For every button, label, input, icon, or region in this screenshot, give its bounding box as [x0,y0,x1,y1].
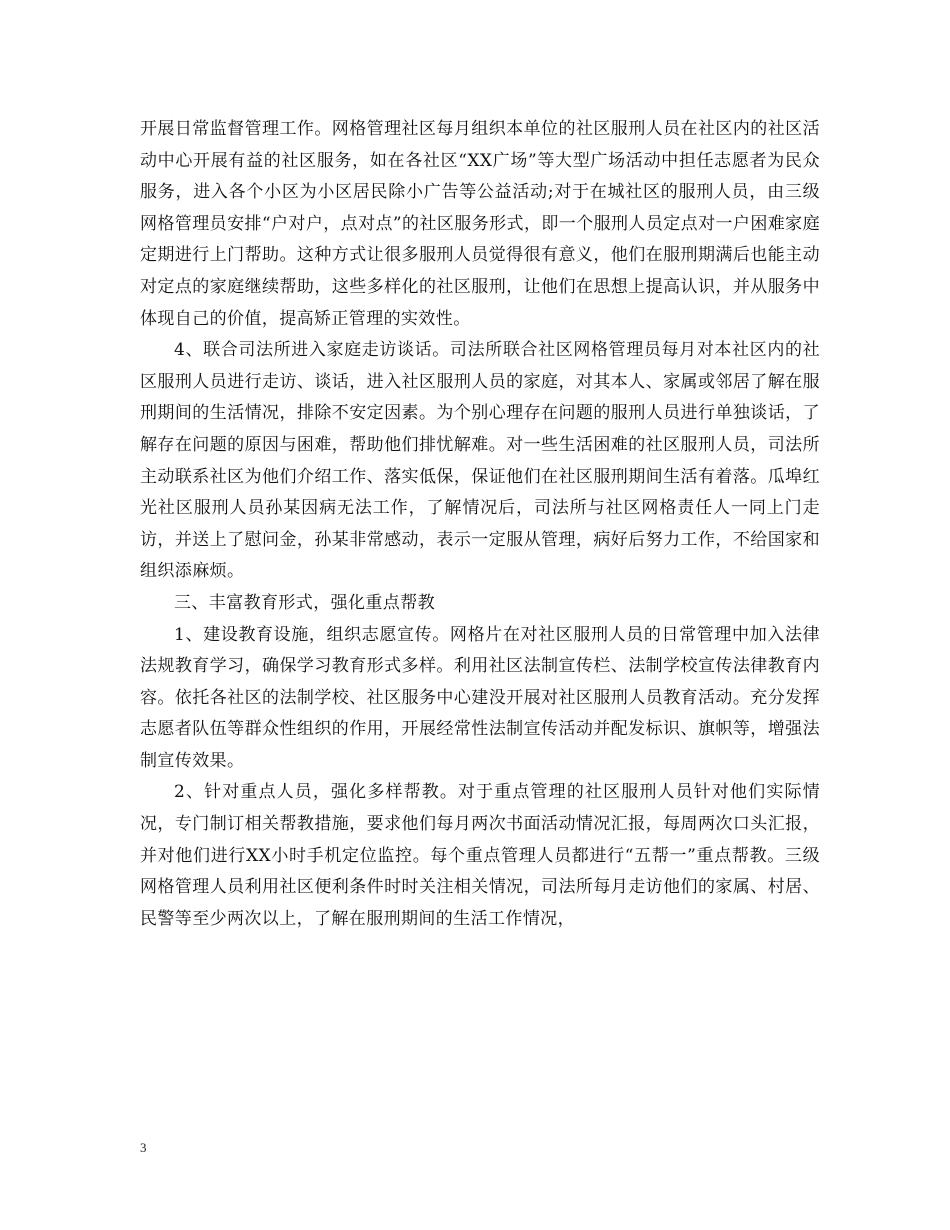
paragraph-education-facilities: 1、建设教育设施，组织志愿宣传。网格片在对社区服刑人员的日常管理中加入法律法规教育学习，确保学习教育形式多样。利用社区法制宣传栏、法制学校宣传法律教育内容。依托各社区的法制学校、社区服务中心建没开展对社区服刑人员教育活动。充分发挥志愿者队伍等群众性组织的作用，开展经常性法制宣传活动并配发标识、旗帜等，增强法制宣传效果。 [140,624,820,771]
section-heading-education: 三、丰富教育形式，强化重点帮教 [174,592,435,613]
page-number: 3 [140,1140,147,1155]
document-body [140,114,820,935]
paragraph-key-personnel: 2、针对重点人员，强化多样帮教。对于重点管理的社区服刑人员针对他们实际情况，专门制订相关帮教措施，要求他们每月两次书面活动情况汇报，每周两次口头汇报，并对他们进行XX小时手机定位监控。每个重点管理人员都进行“五帮一”重点帮教。三级网格管理人员利用社区便利条件时时关注相关情况，司法所每月走访他们的家属、村居、民警等至少两次以上，了解在服刑期间的生活工作情况， [140,782,820,929]
paragraph-continued-community-service: 开展日常监督管理工作。网格管理社区每月组织本单位的社区服刑人员在社区内的社区活动中心开展有益的社区服务，如在各社区“XX广场”等大型广场活动中担任志愿者为民众服务，进入各个小区为小区居民除小广告等公益活动;对于在城社区的服刑人员，由三级网格管理员安排“户对户，点对点”的社区服务形式，即一个服刑人员定点对一户困难家庭定期进行上门帮助。这种方式让很多服刑人员觉得很有意义，他们在服刑期满后也能主动对定点的家庭继续帮助，这些多样化的社区服刑，让他们在思想上提高认识，并从服务中体现自己的价值，提高矫正管理的实效性。 [140,119,820,329]
paragraph-family-visits: 4、联合司法所进入家庭走访谈话。司法所联合社区网格管理员每月对本社区内的社区服刑人员进行走访、谈话，进入社区服刑人员的家庭，对其本人、家属或邻居了解在服刑期间的生活情况，排除不安定因素。为个别心理存在问题的服刑人员进行单独谈话，了解存在问题的原因与困难，帮助他们排忧解难。对一些生活困难的社区服刑人员，司法所主动联系社区为他们介绍工作、落实低保，保证他们在社区服刑期间生活有着落。瓜埠红光社区服刑人员孙某因病无法工作，了解情况后，司法所与社区网格责任人一同上门走访，并送上了慰问金，孙某非常感动，表示一定服从管理，病好后努力工作，不给国家和组织添麻烦。 [140,340,820,582]
